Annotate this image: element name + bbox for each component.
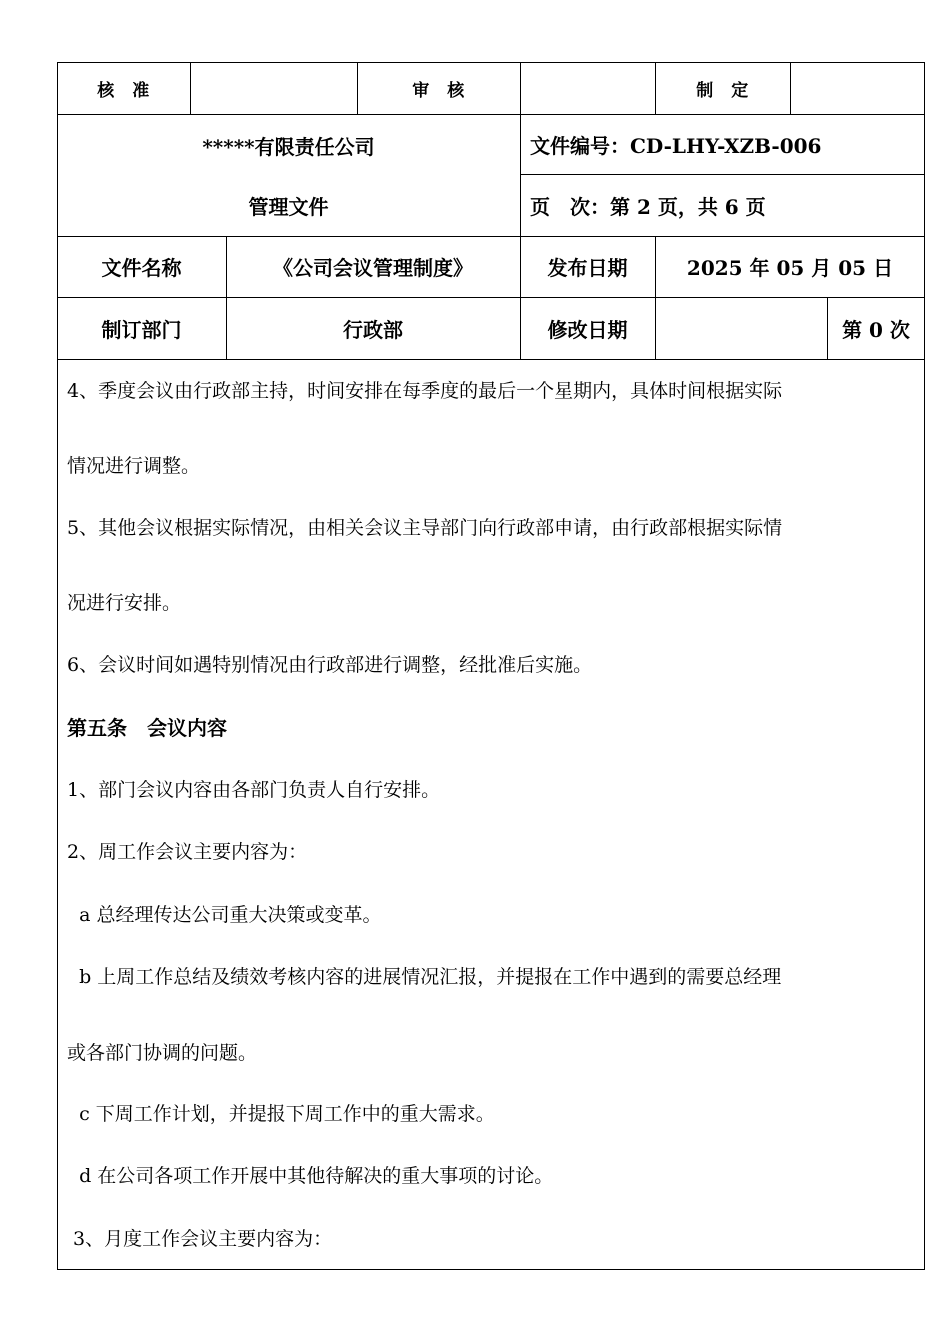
- body-line: 况进行安排。: [67, 592, 182, 614]
- body-line: 或各部门协调的问题。: [67, 1042, 258, 1064]
- file-name: 《公司会议管理制度》: [273, 256, 473, 280]
- body-line: c 下周工作计划，并提报下周工作中的重大需求。: [67, 1103, 495, 1125]
- body-line: 情况进行调整。: [67, 455, 201, 477]
- doc-type: 管理文件: [248, 194, 329, 219]
- approve-label: 核 准: [97, 80, 150, 101]
- revision-count: 第 0 次: [842, 317, 910, 342]
- company-name: *****有限责任公司: [202, 134, 375, 159]
- draft-value[interactable]: [790, 62, 925, 114]
- modify-date[interactable]: [655, 297, 827, 359]
- body-line: 1、部门会议内容由各部门负责人自行安排。: [67, 779, 441, 801]
- release-date: 2025 年 05 月 05 日: [686, 256, 894, 280]
- section-heading: 第五条 会议内容: [67, 716, 227, 740]
- draft-label: 制 定: [696, 80, 749, 101]
- dept-label: 制订部门: [101, 317, 182, 342]
- body-line: d 在公司各项工作开展中其他待解决的重大事项的讨论。: [67, 1165, 554, 1187]
- review-value[interactable]: [520, 62, 655, 114]
- page-info: 页 次：第 2 页，共 6 页: [530, 194, 766, 219]
- body-line: 6、会议时间如遇特别情况由行政部进行调整，经批准后实施。: [67, 654, 593, 676]
- body-line: 3、月度工作会议主要内容为：: [67, 1228, 333, 1250]
- table-rule: [57, 359, 925, 360]
- doc-number: 文件编号：CD-LHY-XZB-006: [530, 133, 822, 158]
- approve-value[interactable]: [190, 62, 357, 114]
- file-name-label: 文件名称: [101, 256, 182, 280]
- body-line: b 上周工作总结及绩效考核内容的进展情况汇报，并提报在工作中遇到的需要总经理: [67, 966, 782, 988]
- modify-date-label: 修改日期: [547, 317, 628, 342]
- dept-value: 行政部: [343, 317, 403, 342]
- body-line: a 总经理传达公司重大决策或变革。: [67, 904, 382, 926]
- body-line: 5、其他会议根据实际情况，由相关会议主导部门向行政部申请，由行政部根据实际情: [67, 517, 783, 539]
- body-line: 4、季度会议由行政部主持，时间安排在每季度的最后一个星期内，具体时间根据实际: [67, 380, 783, 402]
- review-label: 审 核: [412, 80, 465, 101]
- body-line: 2、周工作会议主要内容为：: [67, 841, 308, 863]
- release-date-label: 发布日期: [547, 256, 628, 280]
